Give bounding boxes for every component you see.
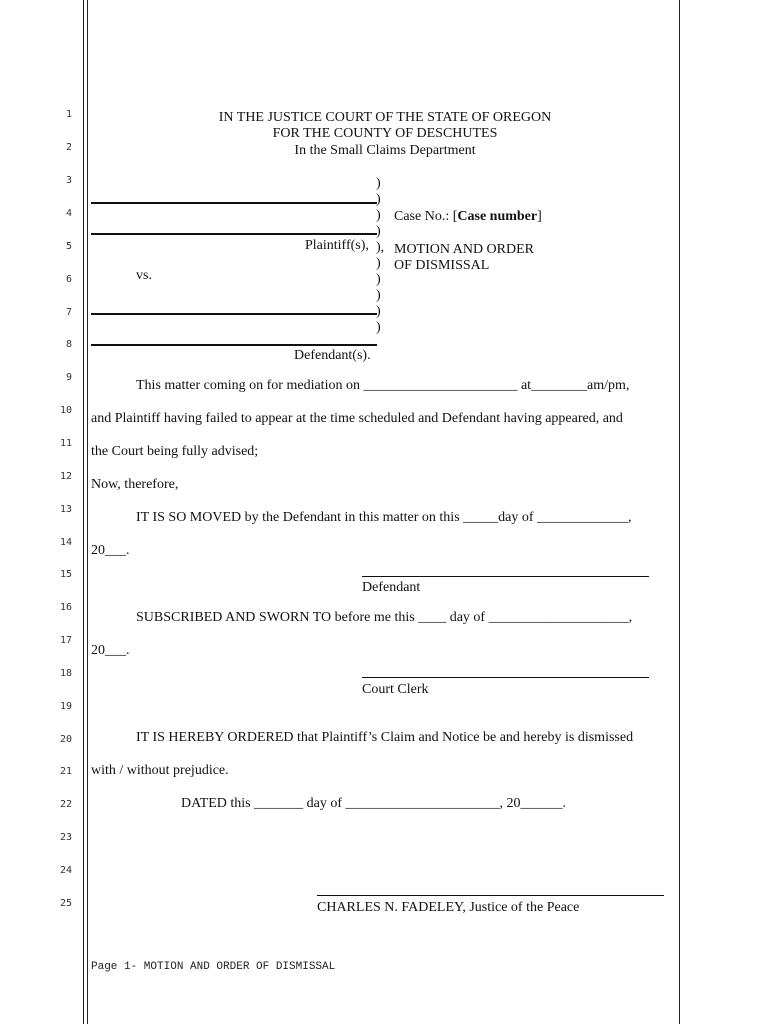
sworn-paragraph-line2: 20___. <box>91 643 130 658</box>
caption-paren: ) <box>376 176 381 191</box>
judge-signature-line[interactable] <box>317 895 664 896</box>
line-number: 20 <box>59 734 72 745</box>
line-number: 5 <box>65 241 72 252</box>
case-number-value[interactable]: Case number <box>457 209 538 224</box>
case-no-close: ] <box>537 209 542 224</box>
line-number: 2 <box>65 142 72 153</box>
caption-paren: ) <box>376 208 381 223</box>
moved-paragraph-line2: 20___. <box>91 543 130 558</box>
page-footer: Page 1- MOTION AND ORDER OF DISMISSAL <box>91 961 336 973</box>
clerk-signature-line[interactable] <box>362 677 649 678</box>
line-number: 7 <box>65 307 72 318</box>
line-number: 21 <box>59 766 72 777</box>
caption-paren: ) <box>376 192 381 207</box>
caption-paren: ) <box>376 256 381 271</box>
line-number: 8 <box>65 339 72 350</box>
caption-paren: ) <box>376 224 381 239</box>
plaintiff-name-line-2[interactable] <box>91 233 377 235</box>
line-number: 16 <box>59 602 72 613</box>
line-number: 19 <box>59 701 72 712</box>
line-number: 3 <box>65 175 72 186</box>
caption-paren: ) <box>376 320 381 335</box>
court-department: In the Small Claims Department <box>294 143 476 158</box>
clerk-signature-label: Court Clerk <box>362 682 429 697</box>
order-paragraph-line2: with / without prejudice. <box>91 763 229 778</box>
left-margin-rule-outer <box>83 0 84 1024</box>
defendant-signature-line[interactable] <box>362 576 649 577</box>
line-number: 23 <box>59 832 72 843</box>
plaintiff-name-line[interactable] <box>91 202 377 204</box>
court-name-line1: IN THE JUSTICE COURT OF THE STATE OF OREGON <box>218 110 552 125</box>
line-number: 4 <box>65 208 72 219</box>
defendant-name-line[interactable] <box>91 313 377 315</box>
court-name-line2: FOR THE COUNTY OF DESCHUTES <box>272 126 498 141</box>
line-number: 12 <box>59 471 72 482</box>
line-number: 14 <box>59 537 72 548</box>
document-title-line2: OF DISMISSAL <box>394 258 490 273</box>
sworn-paragraph-line1: SUBSCRIBED AND SWORN TO before me this ____ day of ____________________, <box>136 610 633 625</box>
line-number: 10 <box>59 405 72 416</box>
caption-paren: ) <box>376 272 381 287</box>
case-number <box>394 209 542 225</box>
line-number: 22 <box>59 799 72 810</box>
mediation-paragraph-line1: This matter coming on for mediation on ______________________ at________am/pm, <box>136 378 630 393</box>
line-number: 6 <box>65 274 72 285</box>
line-number: 18 <box>59 668 72 679</box>
vs-label: vs. <box>136 268 152 283</box>
line-number: 9 <box>65 372 72 383</box>
moved-paragraph-line1: IT IS SO MOVED by the Defendant in this matter on this _____day of _____________, <box>136 510 632 525</box>
caption-paren: ), <box>376 240 385 255</box>
left-margin-rule-inner <box>87 0 88 1024</box>
mediation-paragraph-line3: the Court being fully advised; <box>91 444 259 459</box>
line-number: 25 <box>59 898 72 909</box>
dated-line: DATED this _______ day of ______________________, 20______. <box>181 796 566 811</box>
mediation-paragraph-line2: and Plaintiff having failed to appear at the time scheduled and Defendant having appeared, and <box>91 411 623 426</box>
case-no-label: Case No.: [ <box>394 209 458 224</box>
defendant-signature-label: Defendant <box>362 580 421 595</box>
caption-paren: ) <box>376 304 381 319</box>
plaintiff-label: Plaintiff(s), <box>305 238 369 253</box>
line-number: 15 <box>59 569 72 580</box>
line-number: 17 <box>59 635 72 646</box>
line-number: 1 <box>65 109 72 120</box>
order-paragraph-line1: IT IS HEREBY ORDERED that Plaintiff’s Claim and Notice be and hereby is dismissed <box>136 730 634 745</box>
line-number: 24 <box>59 865 72 876</box>
judge-signature-label: CHARLES N. FADELEY, Justice of the Peace <box>317 900 580 915</box>
line-number: 11 <box>59 438 72 449</box>
caption-paren: ) <box>376 288 381 303</box>
now-therefore: Now, therefore, <box>91 477 179 492</box>
defendant-name-line-2[interactable] <box>91 344 377 346</box>
defendant-label: Defendant(s). <box>294 348 371 363</box>
document-title-line1: MOTION AND ORDER <box>394 242 534 257</box>
line-number: 13 <box>59 504 72 515</box>
right-margin-rule <box>679 0 680 1024</box>
